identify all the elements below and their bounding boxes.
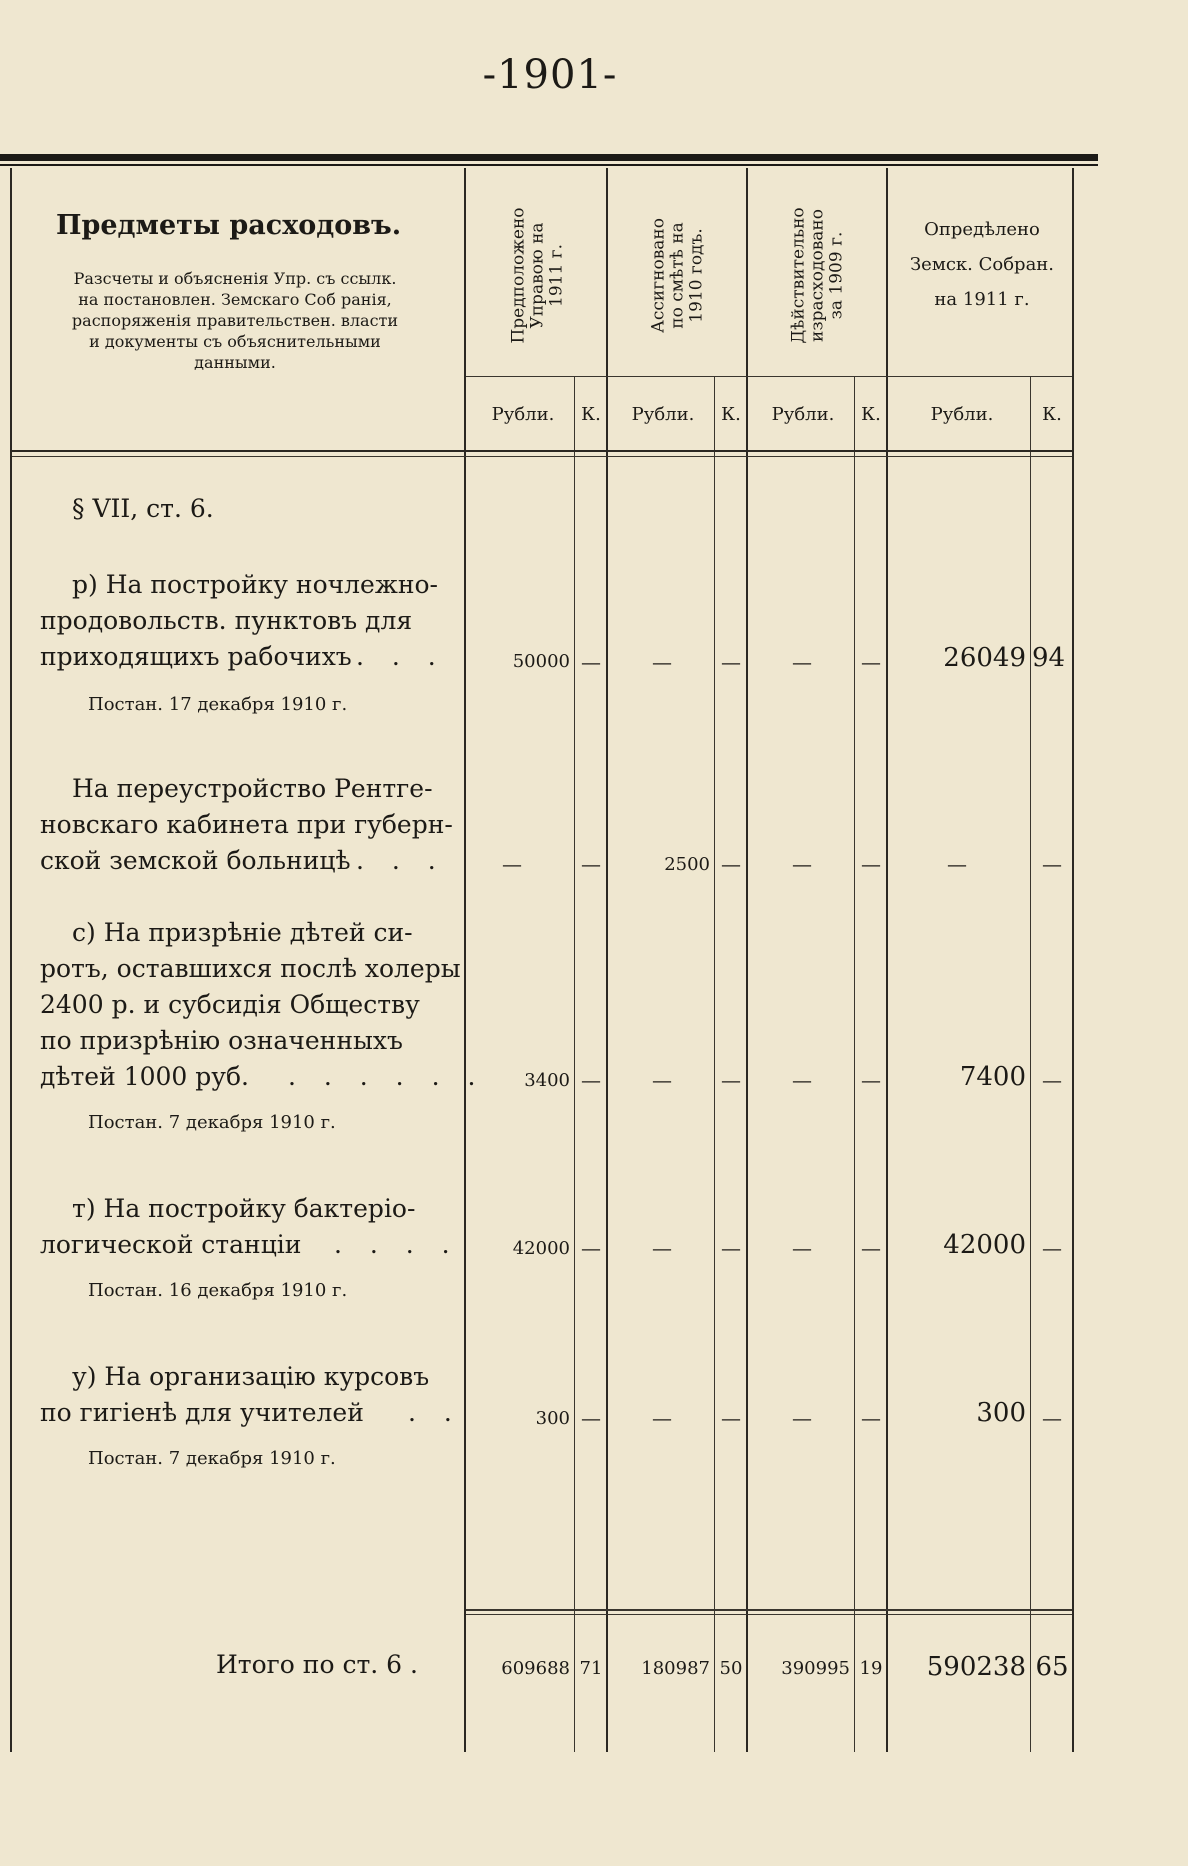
c2-rub: — bbox=[652, 1236, 672, 1260]
header-col-assigned: Ассигновано по смѣтѣ на 1910 годъ. bbox=[648, 217, 707, 333]
c2-kop: — bbox=[721, 852, 741, 876]
item-line: у) На организацію курсовъ bbox=[72, 1362, 430, 1391]
item-leader: . . bbox=[408, 1398, 462, 1427]
c1-rub: — bbox=[502, 852, 522, 876]
unit-rub: Рубли. bbox=[631, 404, 695, 425]
header-title: Предметы расходовъ. bbox=[56, 210, 402, 241]
item-line: с) На призрѣніе дѣтей си- bbox=[72, 918, 413, 947]
c4-rub: 42000 bbox=[943, 1230, 1026, 1260]
expense-table bbox=[10, 168, 1074, 1752]
item-line: 2400 р. и субсидія Обществу bbox=[40, 990, 420, 1019]
unit-kop: К. bbox=[721, 404, 741, 425]
total-c4-kop: 65 bbox=[1035, 1652, 1069, 1682]
unit-rule bbox=[466, 376, 1072, 377]
c4-rub: 300 bbox=[976, 1398, 1026, 1428]
section-title: § VII, ст. 6. bbox=[72, 494, 214, 523]
c2-rub: — bbox=[652, 650, 672, 674]
c3-kop: — bbox=[861, 650, 881, 674]
c1-kop: — bbox=[581, 1068, 601, 1092]
c2-rub: — bbox=[652, 1068, 672, 1092]
item-line: р) На постройку ночлежно- bbox=[72, 570, 438, 599]
c4-kop: — bbox=[1042, 1406, 1062, 1430]
col-divider bbox=[464, 168, 466, 1752]
kop-divider bbox=[714, 376, 715, 1752]
c3-kop: — bbox=[861, 1068, 881, 1092]
total-label: Итого по ст. 6 . bbox=[216, 1650, 418, 1679]
c1-rub: 300 bbox=[535, 1408, 570, 1429]
c1-kop: — bbox=[581, 852, 601, 876]
c3-kop: — bbox=[861, 1236, 881, 1260]
c4-kop: 94 bbox=[1032, 643, 1066, 673]
total-c1-kop: 71 bbox=[579, 1658, 603, 1679]
c3-kop: — bbox=[861, 1406, 881, 1430]
item-line: новскаго кабинета при губерн- bbox=[40, 810, 453, 839]
c1-rub: 50000 bbox=[512, 651, 570, 672]
item-line: по гигіенѣ для учителей bbox=[40, 1398, 364, 1427]
col-divider bbox=[886, 168, 888, 1752]
c1-kop: — bbox=[581, 650, 601, 674]
item-line: продовольств. пунктовъ для bbox=[40, 606, 413, 635]
unit-kop: К. bbox=[1042, 404, 1062, 425]
unit-kop: К. bbox=[861, 404, 881, 425]
c2-rub: 2500 bbox=[664, 854, 710, 875]
c3-rub: — bbox=[792, 1406, 812, 1430]
c2-kop: — bbox=[721, 650, 741, 674]
item-line: ротъ, оставшихся послѣ холеры bbox=[40, 954, 461, 983]
c4-rub: 26049 bbox=[943, 643, 1026, 673]
c2-rub: — bbox=[652, 1406, 672, 1430]
top-rule-thin bbox=[0, 164, 1098, 166]
header-description: Разсчеты и объясненія Упр. съ ссылк. на постановлен. Земскаго Соб ранія, распоряженія правительствен. власти и документы съ объяснительными данными. bbox=[71, 269, 399, 372]
item-line: приходящихъ рабочихъ bbox=[40, 642, 352, 671]
kop-divider bbox=[574, 376, 575, 1752]
unit-rub: Рубли. bbox=[771, 404, 835, 425]
header-col-proposed: Предположено Управою на 1911 г. bbox=[508, 206, 567, 344]
col-divider bbox=[606, 168, 608, 1752]
c3-rub: — bbox=[792, 852, 812, 876]
unit-rub: Рубли. bbox=[930, 404, 994, 425]
item-leader: . . . bbox=[356, 846, 446, 875]
total-c3-rub: 390995 bbox=[781, 1658, 850, 1679]
total-c4-rub: 590238 bbox=[926, 1652, 1026, 1682]
kop-divider bbox=[1030, 376, 1031, 1752]
c1-rub: 3400 bbox=[524, 1070, 570, 1091]
c1-kop: — bbox=[581, 1236, 601, 1260]
c4-rub: — bbox=[947, 852, 967, 876]
item-note: Постан. 7 декабря 1910 г. bbox=[88, 1448, 336, 1469]
unit-rub: Рубли. bbox=[491, 404, 555, 425]
total-c1-rub: 609688 bbox=[501, 1658, 570, 1679]
c1-rub: 42000 bbox=[512, 1238, 570, 1259]
c4-kop: — bbox=[1042, 852, 1062, 876]
item-note: Постан. 16 декабря 1910 г. bbox=[88, 1280, 348, 1301]
item-note: Постан. 7 декабря 1910 г. bbox=[88, 1112, 336, 1133]
total-rule-thin bbox=[466, 1614, 1072, 1615]
item-line: логической станціи bbox=[40, 1230, 302, 1259]
kop-divider bbox=[854, 376, 855, 1752]
total-c3-kop: 19 bbox=[859, 1658, 883, 1679]
total-rule bbox=[466, 1609, 1072, 1611]
item-line: дѣтей 1000 руб. bbox=[40, 1062, 249, 1091]
header-rule-thin bbox=[12, 456, 1072, 457]
top-rule bbox=[0, 154, 1098, 161]
item-line: т) На постройку бактеріо- bbox=[72, 1194, 416, 1223]
item-leader: . . . bbox=[356, 642, 446, 671]
c4-rub: 7400 bbox=[959, 1062, 1026, 1092]
item-leader: . . . . bbox=[334, 1230, 460, 1259]
header-rule bbox=[12, 450, 1072, 452]
item-leader: . . . . . . bbox=[288, 1062, 486, 1091]
c4-kop: — bbox=[1042, 1236, 1062, 1260]
c3-rub: — bbox=[792, 1068, 812, 1092]
unit-kop: К. bbox=[581, 404, 601, 425]
header-col-spent: Дѣйствительно израсходовано за 1909 г. bbox=[788, 206, 847, 344]
item-note: Постан. 17 декабря 1910 г. bbox=[88, 694, 348, 715]
item-line: ской земской больницѣ bbox=[40, 846, 351, 875]
c3-rub: — bbox=[792, 650, 812, 674]
c4-kop: — bbox=[1042, 1068, 1062, 1092]
col-divider bbox=[746, 168, 748, 1752]
total-c2-rub: 180987 bbox=[641, 1658, 710, 1679]
c2-kop: — bbox=[721, 1068, 741, 1092]
c3-kop: — bbox=[861, 852, 881, 876]
c2-kop: — bbox=[721, 1236, 741, 1260]
c1-kop: — bbox=[581, 1406, 601, 1430]
item-line: по призрѣнію означенныхъ bbox=[40, 1026, 403, 1055]
total-c2-kop: 50 bbox=[719, 1658, 743, 1679]
item-line: На переустройство Рентге- bbox=[72, 774, 433, 803]
header-col-determined: Опредѣлено Земск. Собран. на 1911 г. bbox=[909, 219, 1055, 310]
c3-rub: — bbox=[792, 1236, 812, 1260]
page-number: -1901- bbox=[482, 52, 618, 98]
c2-kop: — bbox=[721, 1406, 741, 1430]
